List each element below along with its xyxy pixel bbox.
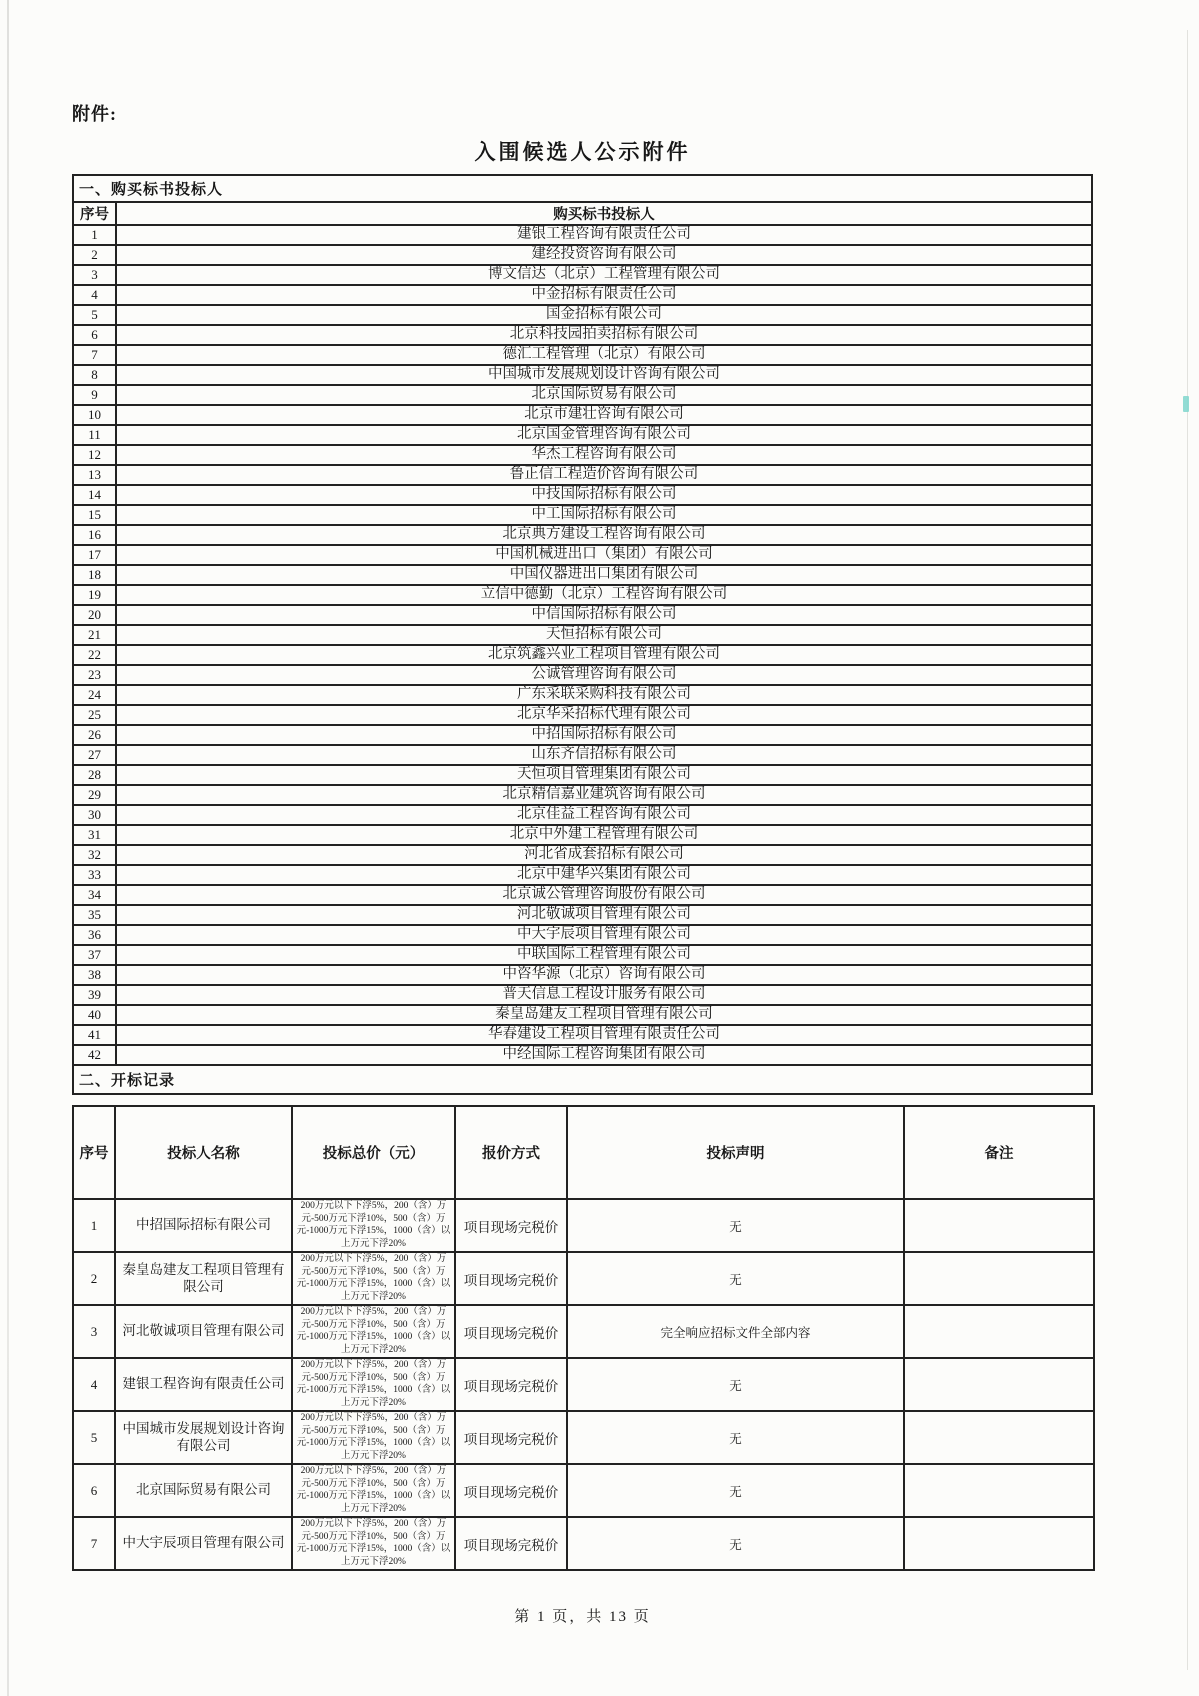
table-row bbox=[73, 365, 1092, 385]
table-row bbox=[73, 745, 1092, 765]
section1-header-row bbox=[73, 175, 1092, 202]
company-name-cell: 北京筑鑫兴业工程项目管理有限公司 bbox=[116, 645, 1092, 665]
declaration-cell: 无 bbox=[567, 1517, 904, 1570]
declaration-cell: 无 bbox=[567, 1252, 904, 1305]
row-number-cell: 21 bbox=[73, 625, 116, 645]
row-number-cell: 6 bbox=[73, 1464, 115, 1517]
table-row bbox=[73, 1199, 1094, 1252]
purchasers-header-row bbox=[73, 202, 1092, 225]
remark-cell bbox=[904, 1199, 1094, 1252]
total-price-cell: 200万元以下下浮5%，200（含）万元-500万元下浮10%，500（含）万元-1000万元下浮15%，1000（含）以上万元下浮20% bbox=[292, 1358, 455, 1411]
company-name-cell: 北京中外建工程管理有限公司 bbox=[116, 825, 1092, 845]
table-row bbox=[73, 1045, 1092, 1065]
remark-cell bbox=[904, 1517, 1094, 1570]
column-header-purchaser: 购买标书投标人 bbox=[116, 202, 1092, 225]
row-number-cell: 29 bbox=[73, 785, 116, 805]
row-number-cell: 42 bbox=[73, 1045, 116, 1065]
total-price-cell: 200万元以下下浮5%，200（含）万元-500万元下浮10%，500（含）万元-1000万元下浮15%，1000（含）以上万元下浮20% bbox=[292, 1199, 455, 1252]
row-number-cell: 9 bbox=[73, 385, 116, 405]
company-name-cell: 中信国际招标有限公司 bbox=[116, 605, 1092, 625]
bidder-name-cell: 建银工程咨询有限责任公司 bbox=[115, 1358, 292, 1411]
table-row bbox=[73, 285, 1092, 305]
company-name-cell: 山东齐信招标有限公司 bbox=[116, 745, 1092, 765]
table-row bbox=[73, 405, 1092, 425]
scan-artifact-cyan-mark bbox=[1183, 396, 1189, 412]
table-row bbox=[73, 1464, 1094, 1517]
total-price-cell: 200万元以下下浮5%，200（含）万元-500万元下浮10%，500（含）万元-1000万元下浮15%，1000（含）以上万元下浮20% bbox=[292, 1464, 455, 1517]
row-number-cell: 30 bbox=[73, 805, 116, 825]
page-number: 第 1 页，共 13 页 bbox=[514, 1609, 651, 1625]
row-number-cell: 19 bbox=[73, 585, 116, 605]
row-number-cell: 6 bbox=[73, 325, 116, 345]
bid-opening-header-row bbox=[73, 1106, 1094, 1199]
row-number-cell: 1 bbox=[73, 225, 116, 245]
company-name-cell: 北京国金管理咨询有限公司 bbox=[116, 425, 1092, 445]
company-name-cell: 秦皇岛建友工程项目管理有限公司 bbox=[116, 1005, 1092, 1025]
table-row bbox=[73, 885, 1092, 905]
row-number-cell: 4 bbox=[73, 285, 116, 305]
bidder-name-cell: 中国城市发展规划设计咨询有限公司 bbox=[115, 1411, 292, 1464]
row-number-cell: 39 bbox=[73, 985, 116, 1005]
table-row bbox=[73, 1305, 1094, 1358]
table-row bbox=[73, 385, 1092, 405]
purchasers-table-body bbox=[73, 225, 1092, 1065]
table-row bbox=[73, 625, 1092, 645]
row-number-cell: 5 bbox=[73, 305, 116, 325]
company-name-cell: 北京典方建设工程咨询有限公司 bbox=[116, 525, 1092, 545]
table-row bbox=[73, 665, 1092, 685]
row-number-cell: 3 bbox=[73, 1305, 115, 1358]
company-name-cell: 北京佳益工程咨询有限公司 bbox=[116, 805, 1092, 825]
row-number-cell: 25 bbox=[73, 705, 116, 725]
column-header-quote-method: 报价方式 bbox=[455, 1106, 567, 1199]
company-name-cell: 北京华采招标代理有限公司 bbox=[116, 705, 1092, 725]
row-number-cell: 2 bbox=[73, 1252, 115, 1305]
section2-title: 二、开标记录 bbox=[72, 1064, 1093, 1095]
table-row bbox=[73, 905, 1092, 925]
row-number-cell: 2 bbox=[73, 245, 116, 265]
row-number-cell: 12 bbox=[73, 445, 116, 465]
table-row bbox=[73, 945, 1092, 965]
company-name-cell: 中金招标有限责任公司 bbox=[116, 285, 1092, 305]
scan-artifact-left-edge bbox=[7, 0, 9, 1696]
column-header-remark: 备注 bbox=[904, 1106, 1094, 1199]
company-name-cell: 普天信息工程设计服务有限公司 bbox=[116, 985, 1092, 1005]
company-name-cell: 广东采联采购科技有限公司 bbox=[116, 685, 1092, 705]
bidder-name-cell: 河北敬诚项目管理有限公司 bbox=[115, 1305, 292, 1358]
table-row bbox=[73, 1025, 1092, 1045]
table-row bbox=[73, 645, 1092, 665]
table-row bbox=[73, 525, 1092, 545]
table-row bbox=[73, 445, 1092, 465]
row-number-cell: 27 bbox=[73, 745, 116, 765]
row-number-cell: 5 bbox=[73, 1411, 115, 1464]
column-header-no2: 序号 bbox=[73, 1106, 115, 1199]
row-number-cell: 13 bbox=[73, 465, 116, 485]
table-row bbox=[73, 1252, 1094, 1305]
company-name-cell: 立信中德勤（北京）工程咨询有限公司 bbox=[116, 585, 1092, 605]
total-price-cell: 200万元以下下浮5%，200（含）万元-500万元下浮10%，500（含）万元-1000万元下浮15%，1000（含）以上万元下浮20% bbox=[292, 1252, 455, 1305]
table-row bbox=[73, 245, 1092, 265]
company-name-cell: 中大宇辰项目管理有限公司 bbox=[116, 925, 1092, 945]
row-number-cell: 28 bbox=[73, 765, 116, 785]
table-row bbox=[73, 705, 1092, 725]
row-number-cell: 24 bbox=[73, 685, 116, 705]
row-number-cell: 26 bbox=[73, 725, 116, 745]
company-name-cell: 公诚管理咨询有限公司 bbox=[116, 665, 1092, 685]
company-name-cell: 华杰工程咨询有限公司 bbox=[116, 445, 1092, 465]
row-number-cell: 40 bbox=[73, 1005, 116, 1025]
company-name-cell: 中工国际招标有限公司 bbox=[116, 505, 1092, 525]
company-name-cell: 北京精信嘉业建筑咨询有限公司 bbox=[116, 785, 1092, 805]
row-number-cell: 22 bbox=[73, 645, 116, 665]
table-row bbox=[73, 465, 1092, 485]
table-row bbox=[73, 345, 1092, 365]
table-row bbox=[73, 985, 1092, 1005]
table-row bbox=[73, 785, 1092, 805]
row-number-cell: 36 bbox=[73, 925, 116, 945]
row-number-cell: 16 bbox=[73, 525, 116, 545]
row-number-cell: 38 bbox=[73, 965, 116, 985]
table-row bbox=[73, 765, 1092, 785]
document-content bbox=[72, 100, 1093, 1626]
table-row bbox=[73, 545, 1092, 565]
bidder-name-cell: 中大宇辰项目管理有限公司 bbox=[115, 1517, 292, 1570]
quote-method-cell: 项目现场完税价 bbox=[455, 1305, 567, 1358]
row-number-cell: 14 bbox=[73, 485, 116, 505]
company-name-cell: 中国机械进出口（集团）有限公司 bbox=[116, 545, 1092, 565]
company-name-cell: 鲁正信工程造价咨询有限公司 bbox=[116, 465, 1092, 485]
attachment-label: 附件: bbox=[72, 104, 117, 124]
bid-opening-table bbox=[72, 1105, 1095, 1571]
bidder-name-cell: 中招国际招标有限公司 bbox=[115, 1199, 292, 1252]
purchasers-table bbox=[72, 174, 1093, 1066]
company-name-cell: 天恒项目管理集团有限公司 bbox=[116, 765, 1092, 785]
table-row bbox=[73, 305, 1092, 325]
quote-method-cell: 项目现场完税价 bbox=[455, 1199, 567, 1252]
total-price-cell: 200万元以下下浮5%，200（含）万元-500万元下浮10%，500（含）万元-1000万元下浮15%，1000（含）以上万元下浮20% bbox=[292, 1305, 455, 1358]
declaration-cell: 无 bbox=[567, 1358, 904, 1411]
company-name-cell: 河北敬诚项目管理有限公司 bbox=[116, 905, 1092, 925]
page-title: 入围候选人公示附件 bbox=[474, 140, 691, 164]
column-header-bidder-name: 投标人名称 bbox=[115, 1106, 292, 1199]
quote-method-cell: 项目现场完税价 bbox=[455, 1411, 567, 1464]
column-header-bid-declaration: 投标声明 bbox=[567, 1106, 904, 1199]
quote-method-cell: 项目现场完税价 bbox=[455, 1464, 567, 1517]
company-name-cell: 建银工程咨询有限责任公司 bbox=[116, 225, 1092, 245]
row-number-cell: 10 bbox=[73, 405, 116, 425]
company-name-cell: 北京诚公管理咨询股份有限公司 bbox=[116, 885, 1092, 905]
remark-cell bbox=[904, 1464, 1094, 1517]
remark-cell bbox=[904, 1305, 1094, 1358]
bidder-name-cell: 秦皇岛建友工程项目管理有限公司 bbox=[115, 1252, 292, 1305]
declaration-cell: 无 bbox=[567, 1464, 904, 1517]
table-row bbox=[73, 925, 1092, 945]
section1-title: 一、购买标书投标人 bbox=[73, 175, 1092, 202]
table-row bbox=[73, 1411, 1094, 1464]
row-number-cell: 31 bbox=[73, 825, 116, 845]
company-name-cell: 中咨华源（北京）咨询有限公司 bbox=[116, 965, 1092, 985]
table-row bbox=[73, 565, 1092, 585]
row-number-cell: 1 bbox=[73, 1199, 115, 1252]
row-number-cell: 34 bbox=[73, 885, 116, 905]
table-row bbox=[73, 505, 1092, 525]
row-number-cell: 18 bbox=[73, 565, 116, 585]
table-row bbox=[73, 1517, 1094, 1570]
table-row bbox=[73, 585, 1092, 605]
declaration-cell: 无 bbox=[567, 1199, 904, 1252]
table-row bbox=[73, 425, 1092, 445]
row-number-cell: 37 bbox=[73, 945, 116, 965]
table-row bbox=[73, 965, 1092, 985]
bid-opening-table-body bbox=[73, 1199, 1094, 1570]
company-name-cell: 建经投资咨询有限公司 bbox=[116, 245, 1092, 265]
table-row bbox=[73, 325, 1092, 345]
remark-cell bbox=[904, 1252, 1094, 1305]
total-price-cell: 200万元以下下浮5%，200（含）万元-500万元下浮10%，500（含）万元-1000万元下浮15%，1000（含）以上万元下浮20% bbox=[292, 1411, 455, 1464]
row-number-cell: 41 bbox=[73, 1025, 116, 1045]
table-row bbox=[73, 225, 1092, 245]
table-row bbox=[73, 685, 1092, 705]
row-number-cell: 20 bbox=[73, 605, 116, 625]
remark-cell bbox=[904, 1411, 1094, 1464]
company-name-cell: 德汇工程管理（北京）有限公司 bbox=[116, 345, 1092, 365]
company-name-cell: 北京中建华兴集团有限公司 bbox=[116, 865, 1092, 885]
declaration-cell: 无 bbox=[567, 1411, 904, 1464]
company-name-cell: 北京科技园拍卖招标有限公司 bbox=[116, 325, 1092, 345]
row-number-cell: 33 bbox=[73, 865, 116, 885]
row-number-cell: 7 bbox=[73, 1517, 115, 1570]
company-name-cell: 北京市建壮咨询有限公司 bbox=[116, 405, 1092, 425]
row-number-cell: 4 bbox=[73, 1358, 115, 1411]
scan-artifact-right-edge bbox=[1187, 30, 1188, 1670]
row-number-cell: 7 bbox=[73, 345, 116, 365]
company-name-cell: 博文信达（北京）工程管理有限公司 bbox=[116, 265, 1092, 285]
table-row bbox=[73, 865, 1092, 885]
declaration-cell: 完全响应招标文件全部内容 bbox=[567, 1305, 904, 1358]
bidder-name-cell: 北京国际贸易有限公司 bbox=[115, 1464, 292, 1517]
table-row bbox=[73, 485, 1092, 505]
row-number-cell: 3 bbox=[73, 265, 116, 285]
table-row bbox=[73, 845, 1092, 865]
column-header-total-price: 投标总价（元） bbox=[292, 1106, 455, 1199]
quote-method-cell: 项目现场完税价 bbox=[455, 1358, 567, 1411]
company-name-cell: 华春建设工程项目管理有限责任公司 bbox=[116, 1025, 1092, 1045]
table-row bbox=[73, 805, 1092, 825]
row-number-cell: 17 bbox=[73, 545, 116, 565]
company-name-cell: 天恒招标有限公司 bbox=[116, 625, 1092, 645]
company-name-cell: 北京国际贸易有限公司 bbox=[116, 385, 1092, 405]
company-name-cell: 中国城市发展规划设计咨询有限公司 bbox=[116, 365, 1092, 385]
row-number-cell: 15 bbox=[73, 505, 116, 525]
row-number-cell: 8 bbox=[73, 365, 116, 385]
table-row bbox=[73, 265, 1092, 285]
quote-method-cell: 项目现场完税价 bbox=[455, 1252, 567, 1305]
company-name-cell: 中国仪器进出口集团有限公司 bbox=[116, 565, 1092, 585]
company-name-cell: 中技国际招标有限公司 bbox=[116, 485, 1092, 505]
table-row bbox=[73, 725, 1092, 745]
row-number-cell: 32 bbox=[73, 845, 116, 865]
company-name-cell: 中招国际招标有限公司 bbox=[116, 725, 1092, 745]
company-name-cell: 国金招标有限公司 bbox=[116, 305, 1092, 325]
table-row bbox=[73, 1005, 1092, 1025]
table-row bbox=[73, 605, 1092, 625]
company-name-cell: 河北省成套招标有限公司 bbox=[116, 845, 1092, 865]
remark-cell bbox=[904, 1358, 1094, 1411]
table-row bbox=[73, 1358, 1094, 1411]
quote-method-cell: 项目现场完税价 bbox=[455, 1517, 567, 1570]
row-number-cell: 35 bbox=[73, 905, 116, 925]
company-name-cell: 中联国际工程管理有限公司 bbox=[116, 945, 1092, 965]
company-name-cell: 中经国际工程咨询集团有限公司 bbox=[116, 1045, 1092, 1065]
row-number-cell: 23 bbox=[73, 665, 116, 685]
column-header-no: 序号 bbox=[73, 202, 116, 225]
row-number-cell: 11 bbox=[73, 425, 116, 445]
total-price-cell: 200万元以下下浮5%，200（含）万元-500万元下浮10%，500（含）万元-1000万元下浮15%，1000（含）以上万元下浮20% bbox=[292, 1517, 455, 1570]
table-row bbox=[73, 825, 1092, 845]
